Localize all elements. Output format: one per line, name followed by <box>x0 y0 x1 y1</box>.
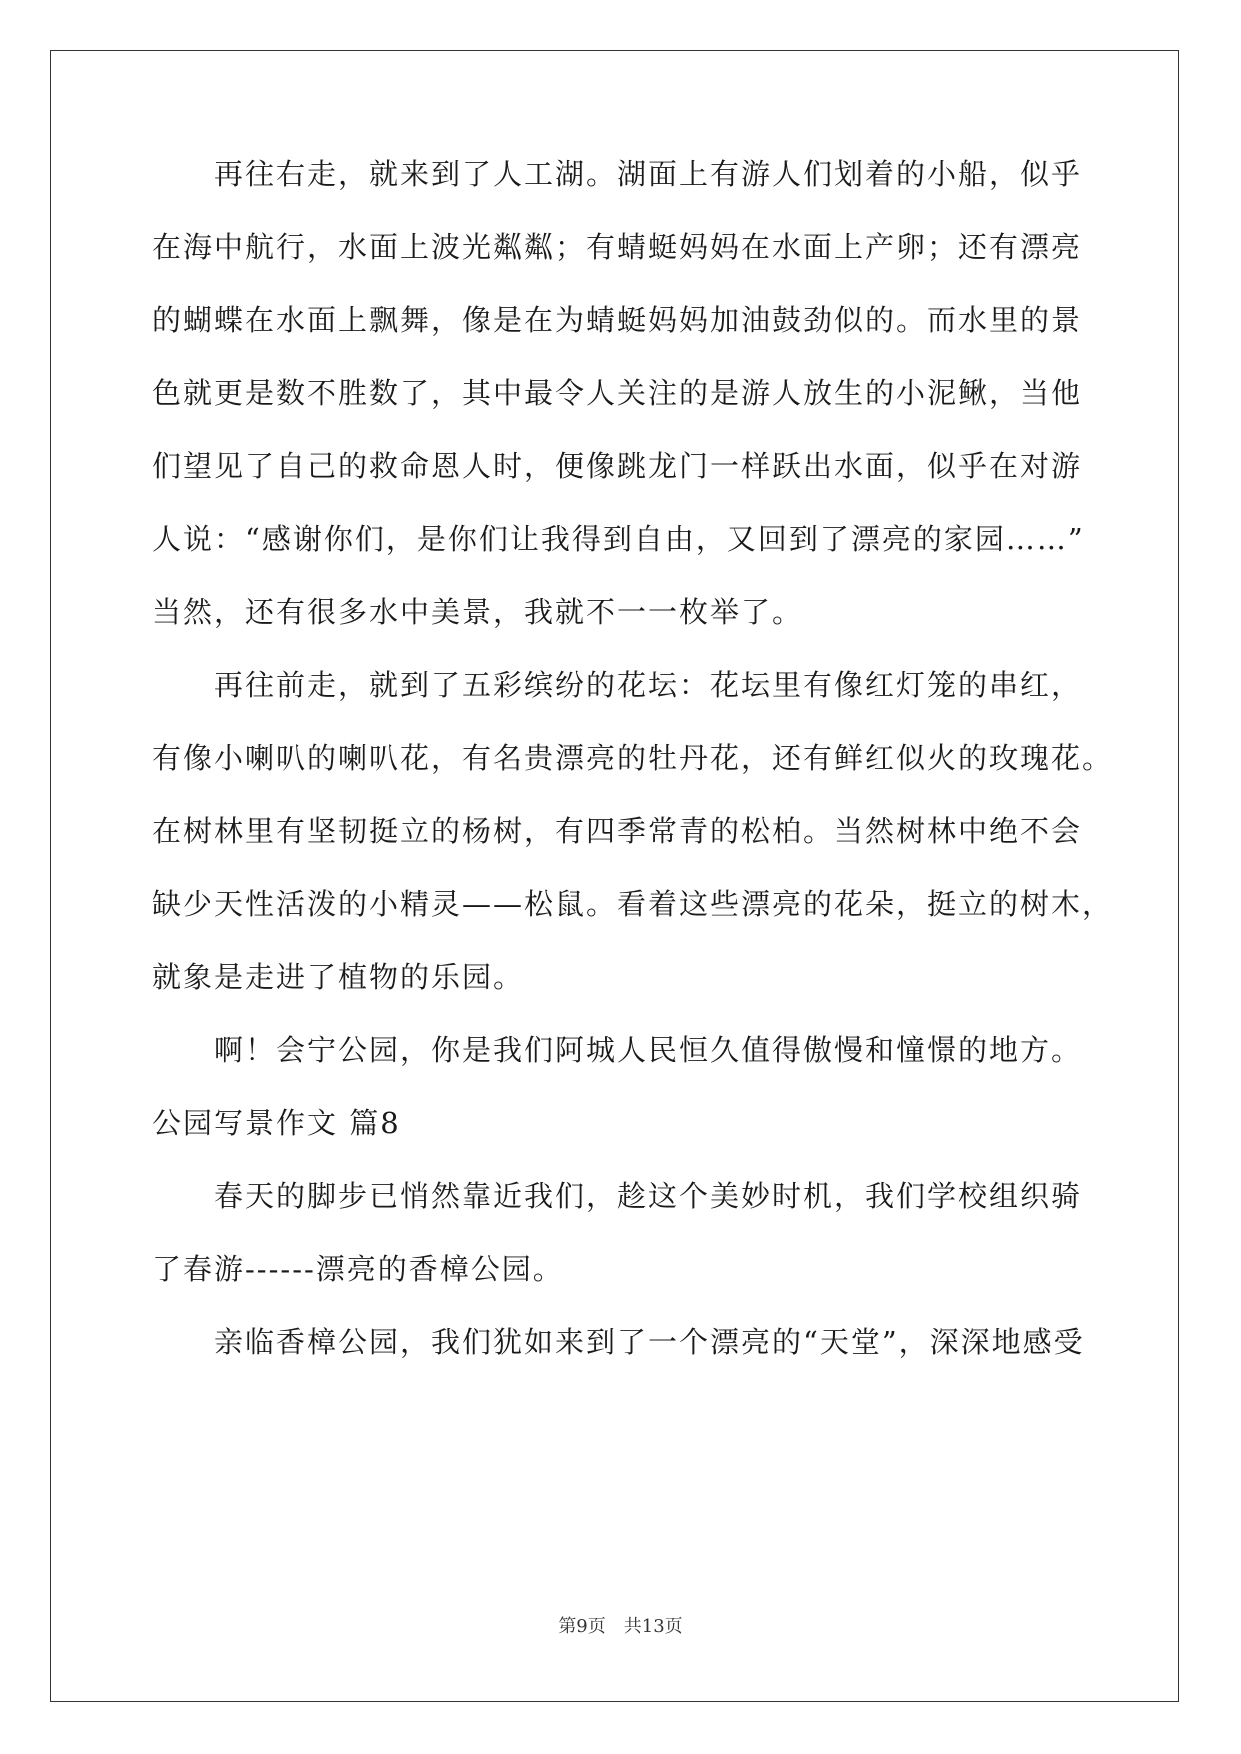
text-line: 再往前走，就到了五彩缤纷的花坛：花坛里有像红灯笼的串红， <box>152 668 1083 702</box>
text-line: 了春游------漂亮的香樟公园。 <box>152 1252 564 1286</box>
text-line: 人说：“感谢你们，是你们让我得到自由，又回到了漂亮的家园……” <box>152 522 1085 556</box>
text-line: 的蝴蝶在水面上飘舞，像是在为蜻蜓妈妈加油鼓劲似的。而水里的景 <box>152 303 1083 337</box>
section-heading: 公园写景作文 篇8 <box>152 1106 401 1140</box>
text-line: 缺少天性活泼的小精灵——松鼠。看着这些漂亮的花朵，挺立的树木， <box>152 887 1114 921</box>
text-line: 在树林里有坚韧挺立的杨树，有四季常青的松柏。当然树林中绝不会 <box>152 814 1083 848</box>
text-line: 啊！会宁公园，你是我们阿城人民恒久值得傲慢和憧憬的地方。 <box>152 1033 1083 1067</box>
text-line: 再往右走，就来到了人工湖。湖面上有游人们划着的小船，似乎 <box>152 157 1083 191</box>
text-line: 当然，还有很多水中美景，我就不一一枚举了。 <box>152 595 804 629</box>
page-border <box>50 50 1179 1702</box>
text-line: 春天的脚步已悄然靠近我们，趁这个美妙时机，我们学校组织骑 <box>152 1179 1083 1213</box>
text-line: 色就更是数不胜数了，其中最令人关注的是游人放生的小泥鳅，当他 <box>152 376 1083 410</box>
text-line: 在海中航行，水面上波光粼粼；有蜻蜓妈妈在水面上产卵；还有漂亮 <box>152 230 1083 264</box>
text-line: 亲临香樟公园，我们犹如来到了一个漂亮的“天堂”，深深地感受 <box>152 1325 1085 1359</box>
text-line: 就象是走进了植物的乐园。 <box>152 960 525 994</box>
page-number-footer: 第9页 共13页 <box>558 1616 683 1637</box>
text-line: 们望见了自己的救命恩人时，便像跳龙门一样跃出水面，似乎在对游 <box>152 449 1083 483</box>
text-line: 有像小喇叭的喇叭花，有名贵漂亮的牡丹花，还有鲜红似火的玫瑰花。 <box>152 741 1114 775</box>
